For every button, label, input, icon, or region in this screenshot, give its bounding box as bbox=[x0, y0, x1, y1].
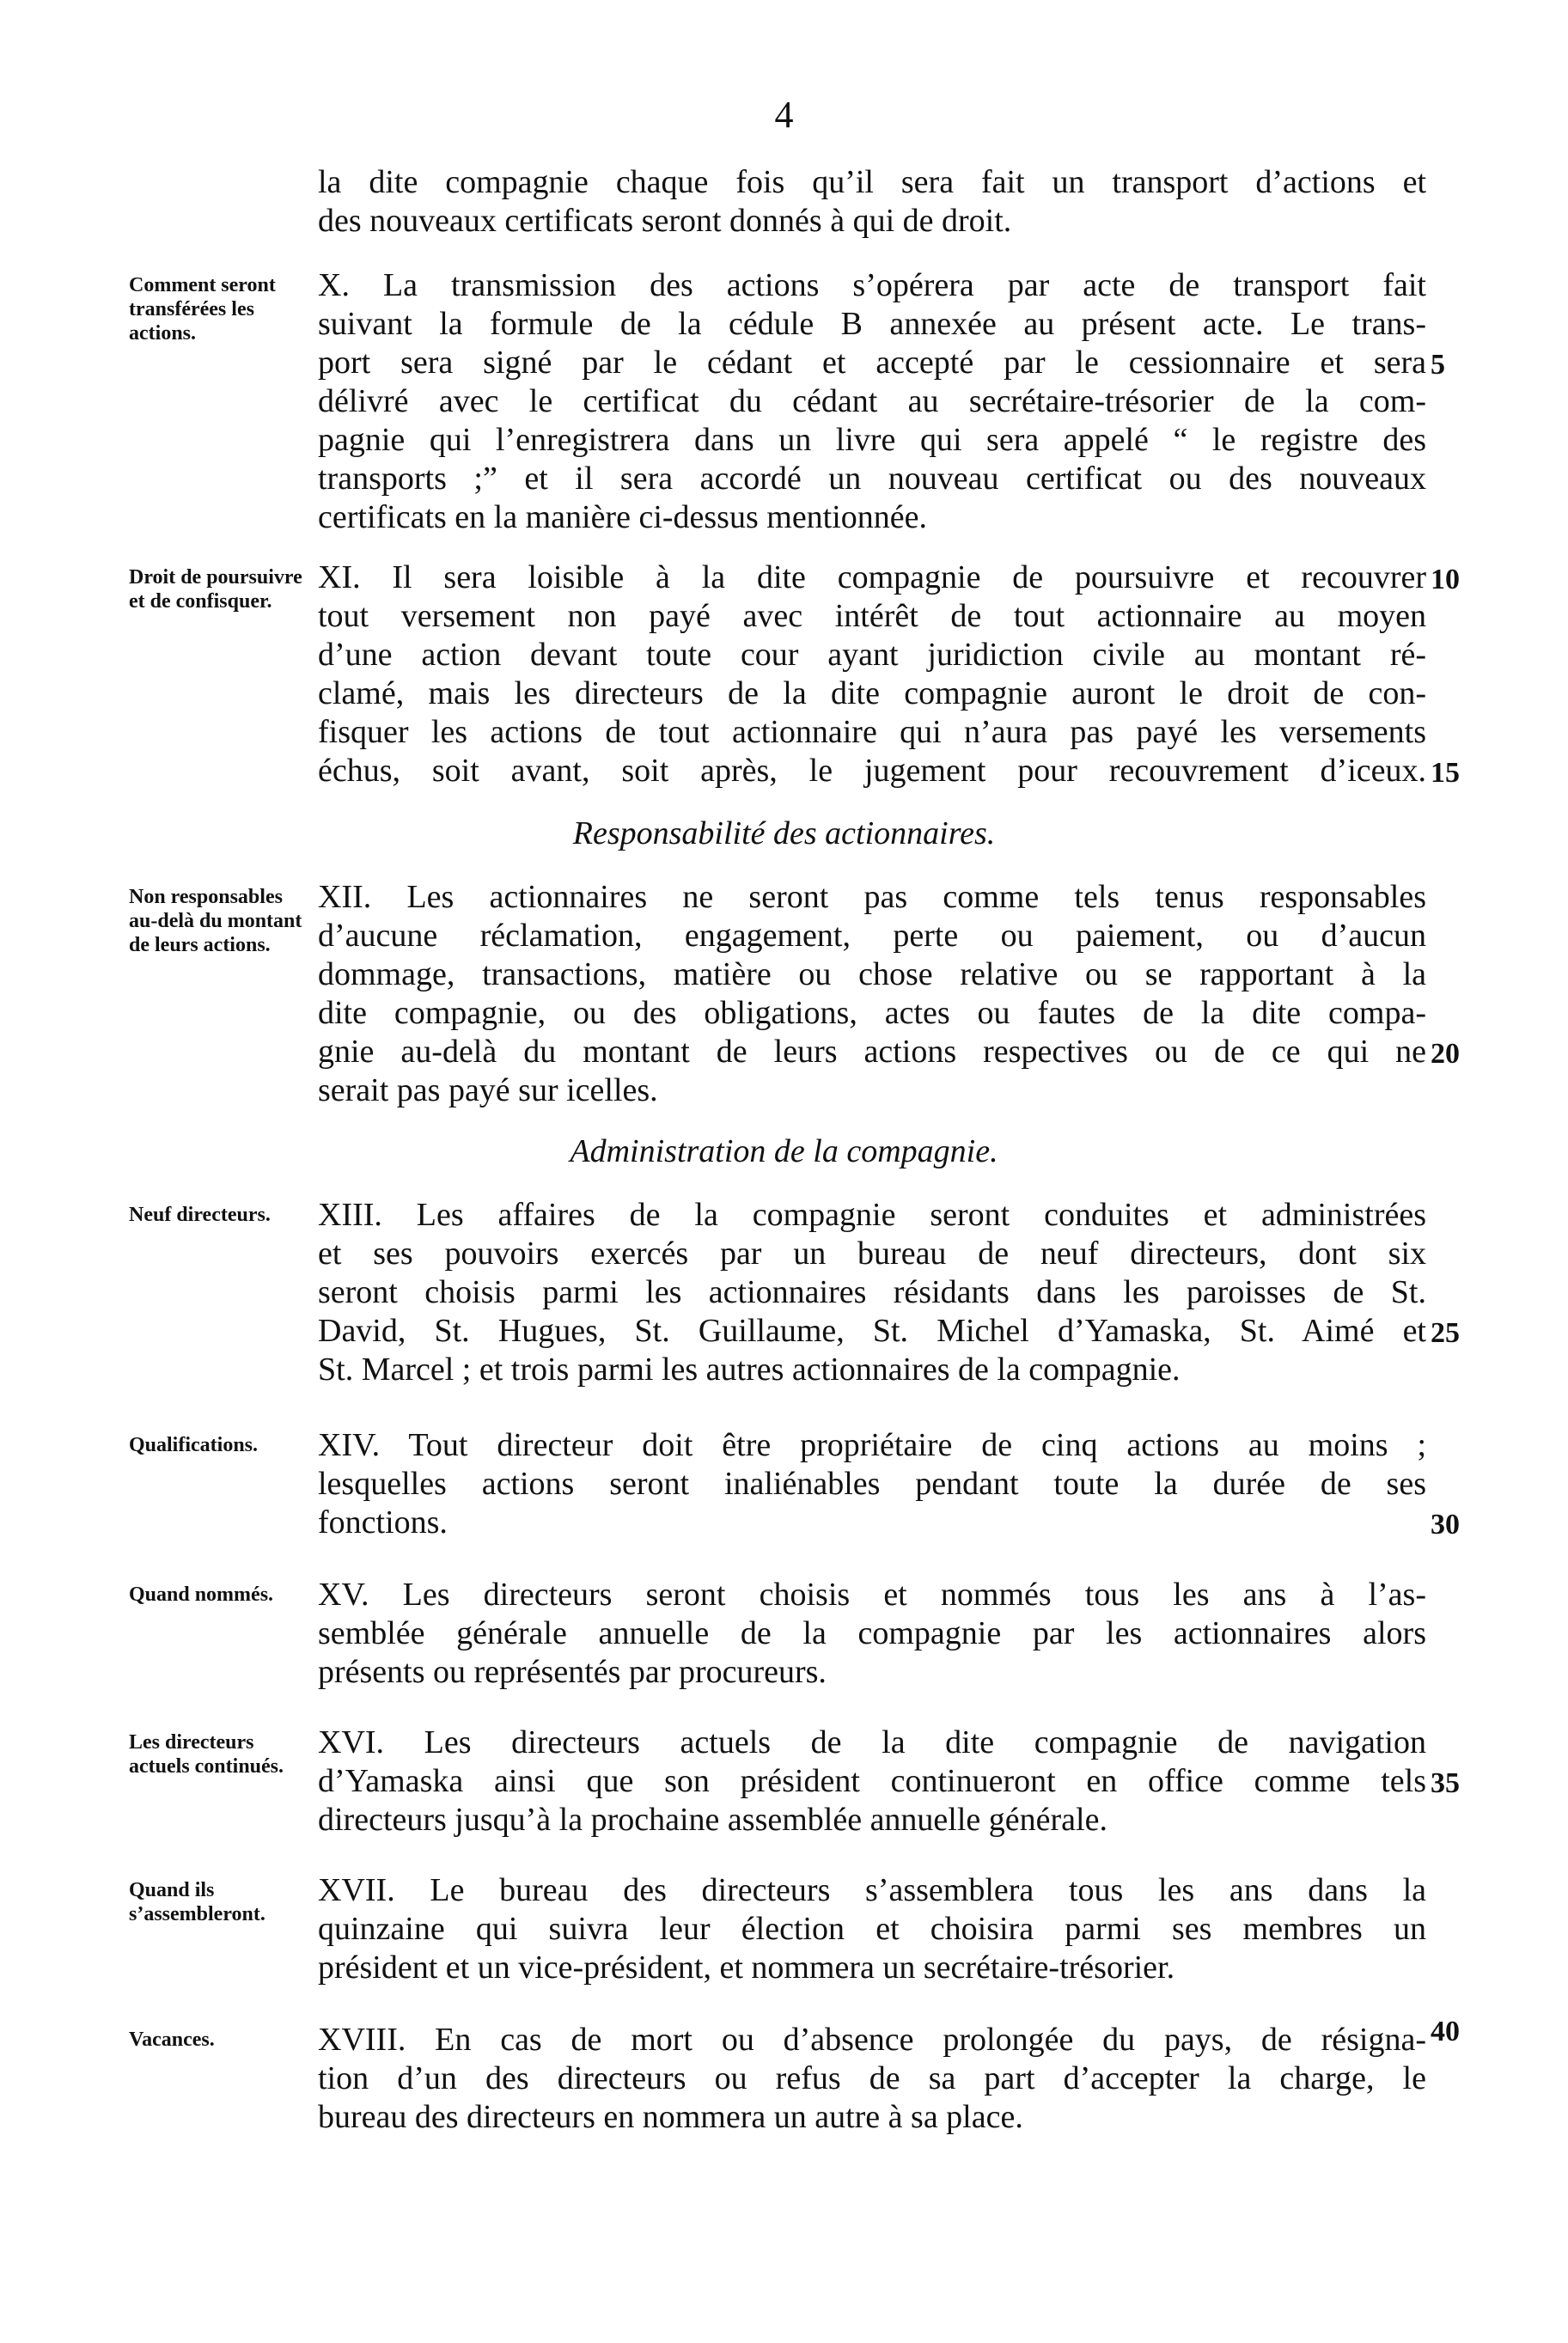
text-line: XVI. Les directeurs actuels de la dite compagnie de navigation bbox=[318, 1724, 1426, 1760]
text-line: gnie au-delà du montant de leurs actions respectives ou de ce qui ne bbox=[318, 1034, 1426, 1070]
line-number: 10 bbox=[1431, 564, 1460, 595]
line-number: 25 bbox=[1431, 1317, 1460, 1349]
text-line: délivré avec le certificat du cédant au secrétaire-trésorier de la com- bbox=[318, 383, 1426, 419]
text-line: quinzaine qui suivra leur élection et choisira parmi ses membres un bbox=[318, 1911, 1426, 1947]
line-number: 35 bbox=[1431, 1767, 1460, 1799]
line-number: 30 bbox=[1431, 1509, 1460, 1541]
text-line: d’Yamaska ainsi que son président continueront en office comme tels bbox=[318, 1763, 1426, 1799]
margin-note: Quand ils s’assembleront. bbox=[129, 1879, 265, 1925]
text-line: dommage, transactions, matière ou chose relative ou se rapportant à la bbox=[318, 956, 1426, 992]
text-line: la dite compagnie chaque fois qu’il sera fait un transport d’actions et bbox=[318, 164, 1426, 200]
text-line: XI. Il sera loisible à la dite compagnie de poursuivre et recouvrer bbox=[318, 559, 1426, 595]
text-line: et ses pouvoirs exercés par un bureau de neuf directeurs, dont six bbox=[318, 1236, 1426, 1272]
text-line: XVII. Le bureau des directeurs s’assemblera tous les ans dans la bbox=[318, 1872, 1426, 1908]
margin-note: Quand nommés. bbox=[129, 1583, 274, 1606]
margin-note: Les directeurs actuels continués. bbox=[129, 1731, 284, 1778]
text-line: directeurs jusqu’à la prochaine assemblée annuelle générale. bbox=[318, 1802, 1107, 1838]
text-line: seront choisis parmi les actionnaires résidants dans les paroisses de St. bbox=[318, 1274, 1426, 1310]
text-line: des nouveaux certificats seront donnés à qui de droit. bbox=[318, 203, 1012, 239]
section-heading: Administration de la compagnie. bbox=[570, 1133, 998, 1169]
text-line: suivant la formule de la cédule B annexée au présent acte. Le trans- bbox=[318, 306, 1426, 342]
text-line: St. Marcel ; et trois parmi les autres actionnaires de la compagnie. bbox=[318, 1351, 1181, 1388]
margin-note: Neuf directeurs. bbox=[129, 1204, 271, 1226]
text-line: président et un vice-président, et nommera un secrétaire-trésorier. bbox=[318, 1949, 1175, 1986]
line-number: 20 bbox=[1431, 1038, 1460, 1070]
text-line: fisquer les actions de tout actionnaire qui n’aura pas payé les versements bbox=[318, 714, 1426, 750]
text-line: port sera signé par le cédant et accepté par le cessionnaire et sera bbox=[318, 345, 1426, 381]
line-number: 5 bbox=[1431, 349, 1445, 381]
text-line: XII. Les actionnaires ne seront pas comme tels tenus responsables bbox=[318, 879, 1426, 915]
text-line: tout versement non payé avec intérêt de tout actionnaire au moyen bbox=[318, 598, 1426, 634]
text-line: fonctions. bbox=[318, 1504, 448, 1541]
text-line: présents ou représentés par procureurs. bbox=[318, 1654, 827, 1690]
text-line: d’aucune réclamation, engagement, perte ou paiement, ou d’aucun bbox=[318, 918, 1426, 954]
text-line: d’une action devant toute cour ayant juridiction civile au montant ré- bbox=[318, 637, 1426, 673]
text-line: certificats en la manière ci-dessus mentionnée. bbox=[318, 499, 928, 535]
text-line: pagnie qui l’enregistrera dans un livre qui sera appelé “ le registre des bbox=[318, 422, 1426, 458]
margin-note: Qualifications. bbox=[129, 1434, 259, 1456]
text-line: transports ;” et il sera accordé un nouveau certificat ou des nouveaux bbox=[318, 461, 1426, 497]
text-line: XVIII. En cas de mort ou d’absence prolongée du pays, de résigna- bbox=[318, 2022, 1426, 2058]
text-line: XV. Les directeurs seront choisis et nommés tous les ans à l’as- bbox=[318, 1577, 1426, 1613]
text-line: clamé, mais les directeurs de la dite compagnie auront le droit de con- bbox=[318, 675, 1426, 711]
text-line: semblée générale annuelle de la compagnie par les actionnaires alors bbox=[318, 1615, 1426, 1651]
margin-note: Comment seront transférées les actions. bbox=[129, 274, 276, 345]
margin-note: Vacances. bbox=[129, 2029, 215, 2051]
text-line: David, St. Hugues, St. Guillaume, St. Michel d’Yamaska, St. Aimé et bbox=[318, 1313, 1426, 1349]
page-number: 4 bbox=[774, 94, 794, 136]
text-line: dite compagnie, ou des obligations, actes ou fautes de la dite compa- bbox=[318, 995, 1426, 1031]
section-heading: Responsabilité des actionnaires. bbox=[572, 815, 996, 851]
text-line: échus, soit avant, soit après, le jugement pour recouvrement d’iceux. bbox=[318, 753, 1426, 789]
text-line: serait pas payé sur icelles. bbox=[318, 1072, 658, 1108]
text-line: tion d’un des directeurs ou refus de sa part d’accepter la charge, le bbox=[318, 2060, 1426, 2096]
margin-note: Droit de poursuivre et de confisquer. bbox=[129, 566, 302, 613]
margin-note: Non responsables au-delà du montant de leurs actions. bbox=[129, 886, 302, 956]
text-line: XIV. Tout directeur doit être propriétaire de cinq actions au moins ; bbox=[318, 1427, 1426, 1463]
line-number: 15 bbox=[1431, 757, 1460, 789]
text-line: bureau des directeurs en nommera un autre à sa place. bbox=[318, 2099, 1023, 2135]
line-number: 40 bbox=[1431, 2016, 1460, 2047]
text-line: X. La transmission des actions s’opérera par acte de transport fait bbox=[318, 267, 1426, 303]
text-line: lesquelles actions seront inaliénables pendant toute la durée de ses bbox=[318, 1466, 1426, 1502]
text-line: XIII. Les affaires de la compagnie seront conduites et administrées bbox=[318, 1197, 1426, 1233]
